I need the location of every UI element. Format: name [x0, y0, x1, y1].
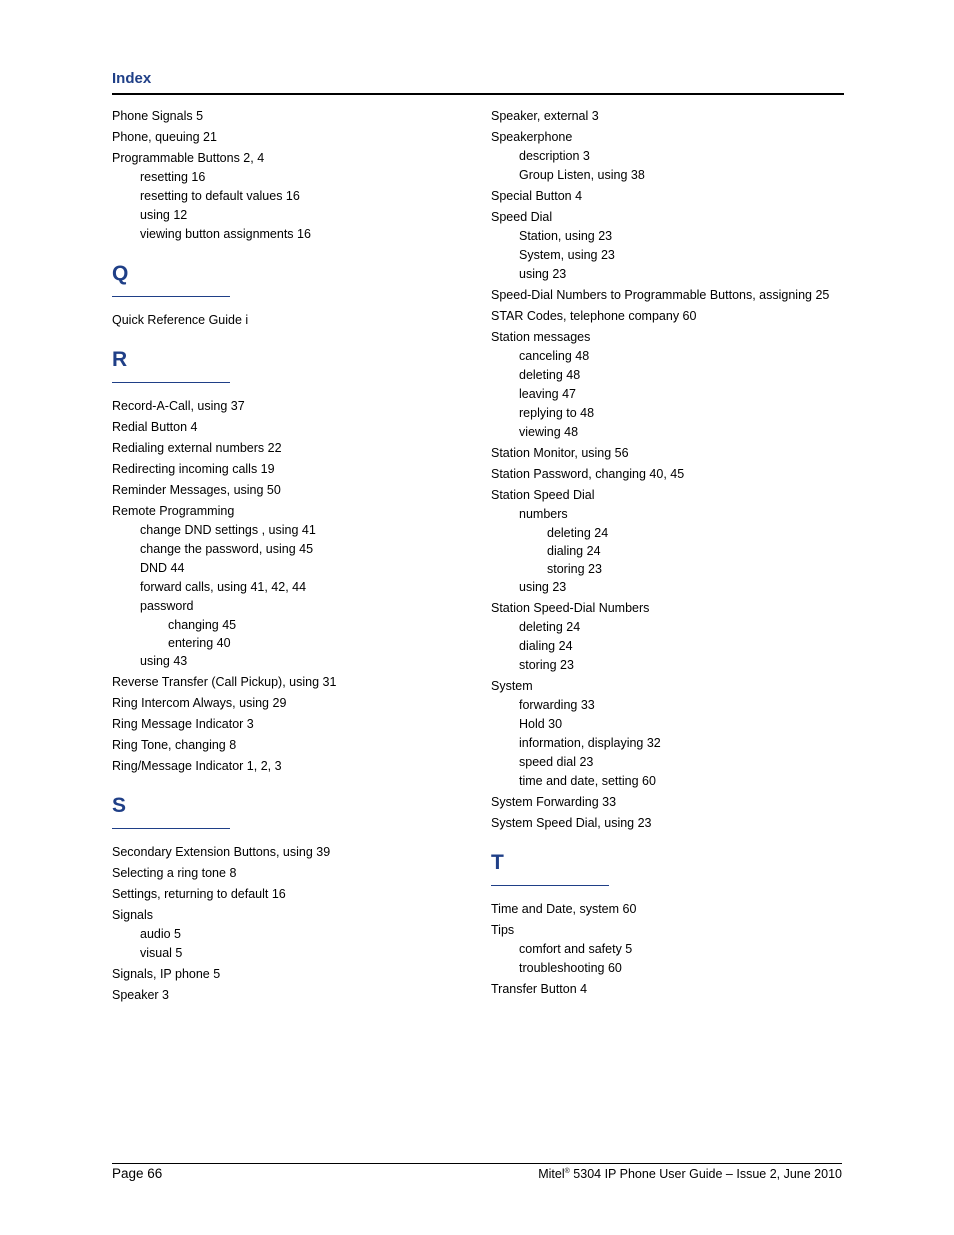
index-entry: Transfer Button 4 [491, 982, 588, 996]
index-entry: Ring Intercom Always, using 29 [112, 696, 287, 710]
index-entry: System Forwarding 33 [491, 795, 617, 809]
index-subentry: Group Listen, using 38 [519, 168, 645, 182]
index-entry: Phone, queuing 21 [112, 130, 217, 144]
index-subentry: using 23 [519, 580, 567, 594]
registered-mark: ® [564, 1167, 570, 1175]
section-rule-s [112, 828, 230, 829]
index-subsubentry: entering 40 [168, 636, 231, 650]
index-entry: Redialing external numbers 22 [112, 441, 282, 455]
index-entry: STAR Codes, telephone company 60 [491, 309, 697, 323]
index-entry: Settings, returning to default 16 [112, 887, 286, 901]
index-subentry: numbers [519, 507, 568, 521]
index-entry: Tips [491, 923, 515, 937]
index-entry: Speed-Dial Numbers to Programmable Buttons, assigning 25 [491, 288, 830, 302]
index-subentry: viewing 48 [519, 425, 579, 439]
section-letter-s: S [112, 794, 127, 817]
index-entries-s [112, 843, 472, 1005]
index-entry: Quick Reference Guide i [112, 313, 249, 327]
index-entry: Station Monitor, using 56 [491, 446, 629, 460]
index-entry: Signals, IP phone 5 [112, 967, 221, 981]
index-entry: Redirecting incoming calls 19 [112, 462, 275, 476]
index-entry: Special Button 4 [491, 189, 583, 203]
index-entry: Redial Button 4 [112, 420, 198, 434]
index-entries-t [491, 900, 851, 999]
index-entry: Station Speed-Dial Numbers [491, 601, 650, 615]
index-subentry: change the password, using 45 [140, 542, 314, 556]
section-letter-t: T [491, 851, 504, 874]
index-subentry: time and date, setting 60 [519, 774, 656, 788]
index-subentry: resetting to default values 16 [140, 189, 300, 203]
index-subentry: information, displaying 32 [519, 736, 661, 750]
page-number: Page 66 [112, 1166, 163, 1181]
index-subentry: deleting 48 [519, 368, 581, 382]
index-subentry: dialing 24 [519, 639, 573, 653]
index-subsubentry: deleting 24 [547, 526, 609, 540]
index-entry: System [491, 679, 533, 693]
index-entry: System Speed Dial, using 23 [491, 816, 652, 830]
index-entry: Remote Programming [112, 504, 235, 518]
index-column-right [491, 105, 851, 999]
index-entries-r [112, 397, 472, 776]
footer-rule [112, 1163, 842, 1164]
section-rule-t [491, 885, 609, 886]
index-entry: Secondary Extension Buttons, using 39 [112, 845, 331, 859]
index-entry: Speed Dial [491, 210, 553, 224]
index-subentry: password [140, 599, 194, 613]
footer-brand: Mitel [538, 1167, 565, 1181]
index-subentry: visual 5 [140, 946, 183, 960]
footer-guide-title [538, 1167, 842, 1181]
index-subentry: troubleshooting 60 [519, 961, 622, 975]
index-entry: Selecting a ring tone 8 [112, 866, 237, 880]
index-subentry: forwarding 33 [519, 698, 595, 712]
index-entry: Speakerphone [491, 130, 573, 144]
index-entry: Ring Tone, changing 8 [112, 738, 237, 752]
index-subentry: speed dial 23 [519, 755, 594, 769]
index-subentry: canceling 48 [519, 349, 590, 363]
index-entry: Station messages [491, 330, 591, 344]
section-rule-r [112, 382, 230, 383]
index-subentry: using 12 [140, 208, 188, 222]
running-header-title: Index [112, 70, 152, 87]
index-entry: Time and Date, system 60 [491, 902, 637, 916]
index-entries-s-continued [491, 107, 851, 833]
index-entry: Reminder Messages, using 50 [112, 483, 281, 497]
index-entry: Ring Message Indicator 3 [112, 717, 254, 731]
index-subentry: resetting 16 [140, 170, 206, 184]
index-subentry: using 43 [140, 654, 188, 668]
index-entry: Speaker 3 [112, 988, 169, 1002]
index-subentry: DND 44 [140, 561, 185, 575]
index-entries-q [112, 311, 472, 330]
index-subentry: change DND settings , using 41 [140, 523, 316, 537]
index-entry: Speaker, external 3 [491, 109, 599, 123]
index-subentry: using 23 [519, 267, 567, 281]
index-subentry: leaving 47 [519, 387, 576, 401]
section-rule-q [112, 296, 230, 297]
index-subentry: comfort and safety 5 [519, 942, 633, 956]
index-subentry: audio 5 [140, 927, 182, 941]
index-subsubentry: storing 23 [547, 562, 602, 576]
index-subentry: viewing button assignments 16 [140, 227, 311, 241]
index-subentry: Hold 30 [519, 717, 563, 731]
index-subentry: Station, using 23 [519, 229, 613, 243]
footer-guide-text: 5304 IP Phone User Guide – Issue 2, June 2010 [569, 1167, 842, 1181]
index-subentry: description 3 [519, 149, 590, 163]
index-subentry: storing 23 [519, 658, 574, 672]
index-subentry: replying to 48 [519, 406, 595, 420]
index-entry: Station Password, changing 40, 45 [491, 467, 685, 481]
index-entry: Phone Signals 5 [112, 109, 204, 123]
index-entry: Reverse Transfer (Call Pickup), using 31 [112, 675, 337, 689]
index-entries-p [112, 107, 472, 244]
header-rule [112, 93, 844, 95]
index-subsubentry: changing 45 [168, 618, 237, 632]
index-entry: Signals [112, 908, 153, 922]
section-letter-q: Q [112, 262, 129, 285]
index-subentry: forward calls, using 41, 42, 44 [140, 580, 307, 594]
index-entry: Programmable Buttons 2, 4 [112, 151, 265, 165]
index-subsubentry: dialing 24 [547, 544, 601, 558]
index-entry: Ring/Message Indicator 1, 2, 3 [112, 759, 282, 773]
index-entry: Record-A-Call, using 37 [112, 399, 245, 413]
index-subentry: deleting 24 [519, 620, 581, 634]
section-letter-r: R [112, 348, 128, 371]
index-column-left [112, 105, 472, 1005]
index-subentry: System, using 23 [519, 248, 615, 262]
index-entry: Station Speed Dial [491, 488, 595, 502]
